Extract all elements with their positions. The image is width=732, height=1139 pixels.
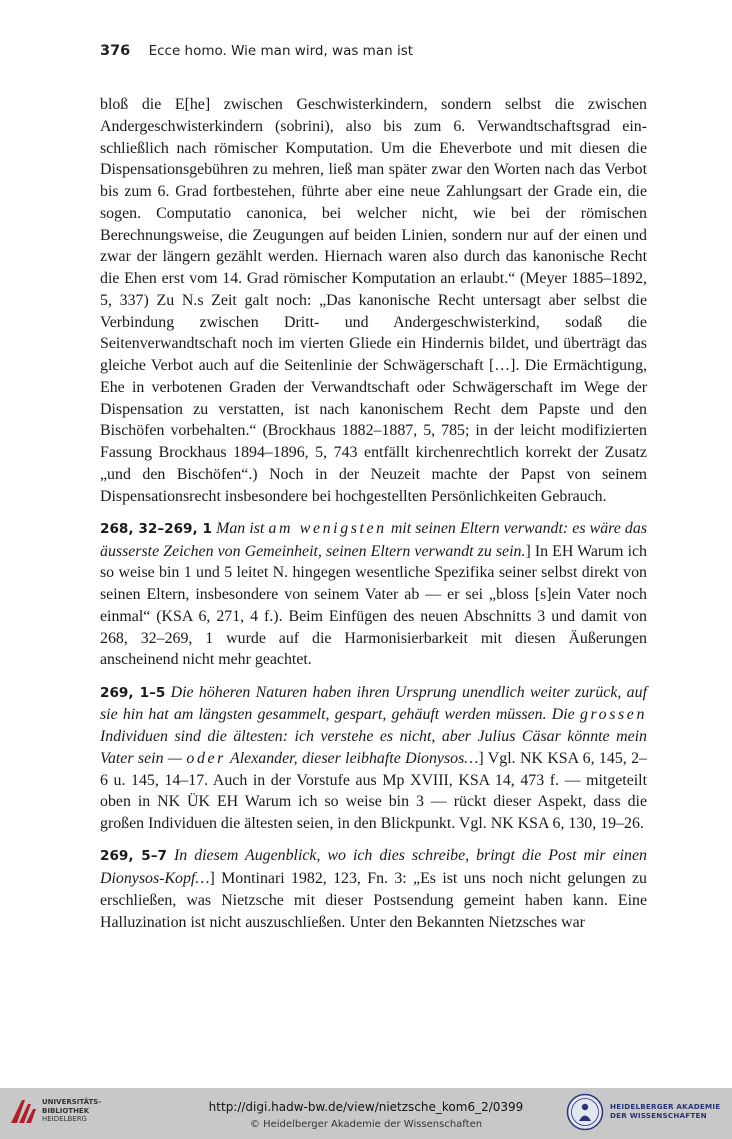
running-title: Ecce homo. Wie man wird, was man ist [148, 43, 414, 59]
source-url-link[interactable]: http://digi.hadw-bw.de/view/nietzsche_kom6_2/0399 [208, 1100, 524, 1114]
commentary-text [100, 94, 647, 944]
lemma-quote: Die höheren Naturen haben ihren Ursprung unendlich weiter zurück, auf sie hin hat am längsten gesammelt, gespart, gehäuft werden müssen. Die grossen Individuen sind die ältesten: ich verstehe es nicht, aber Julius Cäsar könnte mein Vater sein — oder Alexander, dieser leibhafte Dionysos… [100, 683, 647, 767]
commentary-entry [100, 682, 647, 835]
academy-seal-icon [566, 1093, 604, 1131]
university-library-name: UNIVERSITÄTS- BIBLIOTHEK HEIDELBERG [42, 1098, 102, 1123]
commentary-entry [100, 845, 647, 933]
entry-body: ] In EH Warum ich so weise bin 1 und 5 leitet N. hingegen wesentliche Spezifika seiner selbst direkt von seinen Eltern, insbesondere von seinem Vater ab — er sei „bloss [s]ein Vater noch einmal“ (KSA 6, 271, 4 f.). Beim Einfügen des neuen Abschnitts 3 und damit von 268, 32–269, 1 wurde auf die Harmonisierbarkeit mit diesen Äußerungen anscheinend nicht mehr geachtet. [100, 542, 648, 669]
paragraph-continuation [100, 94, 647, 507]
paragraph-body: bloß die E[he] zwischen Geschwisterkindern, sondern selbst die zwischen Andergeschwisterkindern (sobrini), also bis zum 6. Verwandtschaftsgrad einschließlich nach römischer Komputation. Um die Eheverbote und mit diesen die Dispensationsgebühren zu mehren, ließ man später zwar den Worten nach das Verbot bis zum 6. Grad fortbestehen, führte aber eine neue Zahlungsart der Grade ein, die sogen. Computatio canonica, bei welcher nicht, wie bei der römischen Berechnungsweise, die Zeugungen auf beiden Linien, sondern nur auf der einen und zwar der längern gezählt werden. Hiernach waren also durch das kanonische Recht die Ehen erst vom 14. Grad römischer Komputation an erlaubt.“ (Meyer 1885–1892, 5, 337) Zu N.s Zeit galt noch: „Das kanonische Recht untersagt aber selbst die Verbindung zwischen Dritt- und Andergeschwisterkind, sodaß die Seitenverwandtschaft noch im vierten Gliede ein Hindernis bildet, und überträgt das gleiche Verbot auch auf die Seitenlinie der Schwägerschaft […]. Die Ermächtigung, Ehe in verbotenen Graden der Verwandtschaft oder Schwägerschaft im Wege der Dispensation zu verstatten, ist nach kanonischem Recht dem Papste und den Bischöfen vorbehalten.“ (Brockhaus 1882–1887, 5, 785; in der leicht modifizierten Fassung Brockhaus 1894–1896, 5, 743 entfällt kirchenrechtlich korrekt der Zusatz „und den Bischöfen“.) Noch in der Neuzeit machte der Papst von seinem Dispensationsrecht insbesondere bei hochgestellten Persönlichkeiten Gebrauch. [100, 96, 647, 505]
lemma-reference: 269, 1–5 [100, 684, 166, 701]
spaced-emphasis: oder [186, 749, 226, 767]
commentary-entry [100, 518, 647, 671]
lemma-reference: 269, 5–7 [100, 848, 167, 865]
lemma-quote: Man ist am wenigsten mit seinen Eltern verwandt: es wäre das äusserste Zeichen von Gemeinheit, seinen Eltern verwandt zu sein. [100, 519, 647, 560]
footer-band [0, 1088, 732, 1139]
copyright-notice: © Heidelberger Akademie der Wissenschaften [249, 1119, 483, 1130]
spaced-emphasis: grossen [579, 706, 647, 724]
spaced-emphasis: am wenigsten [268, 519, 387, 537]
entry-body: ] Montinari 1982, 123, Fn. 3: „Es ist uns noch nicht gelungen zu erschließen, was Nietzsche mit dieser Postsendung gemeint haben kann. Eine Halluzination ist nicht auszuschließen. Unter den Bekannten Nietzsches war [100, 870, 647, 931]
lemma-reference: 268, 32–269, 1 [100, 520, 212, 537]
entry-body: ] Vgl. NK KSA 6, 145, 2–6 u. 145, 14–17. Auch in der Vorstufe aus Mp XVIII, KSA 14, 473 f. — mitgeteilt oben in NK ÜK EH Warum ich so weise bin 3 — rückt dieser Aspekt, dass die großen Individuen die ältesten seien, in den Blickpunkt. Vgl. NK KSA 6, 130, 19–26. [100, 749, 648, 832]
lemma-quote: In diesem Augenblick, wo ich dies schreibe, bringt die Post mir einen Dionysos-Kopf… [100, 847, 647, 887]
running-header [100, 43, 660, 59]
page-number: 376 [100, 43, 131, 59]
academy-name: HEIDELBERGER AKADEMIE DER WISSENSCHAFTEN [610, 1102, 721, 1120]
